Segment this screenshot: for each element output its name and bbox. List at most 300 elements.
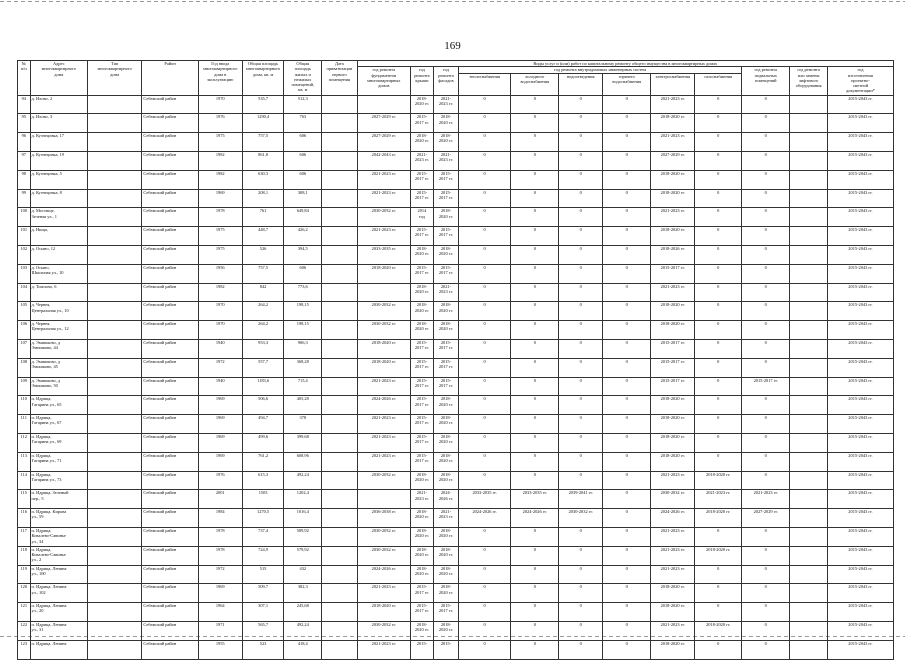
table-row bbox=[18, 283, 894, 302]
cell-documentation: 2015-2043 гг. bbox=[827, 471, 893, 490]
cell-gas: 2018-2020 гг. bbox=[695, 546, 742, 565]
cell-foundation: 2018-2020 гг. bbox=[357, 339, 410, 358]
cell-sewer: 0 bbox=[559, 245, 603, 264]
cell-documentation: 2015-2043 гг. bbox=[827, 189, 893, 208]
cell-area-total: 307,1 bbox=[242, 603, 284, 622]
cell-lift bbox=[790, 245, 828, 264]
cell-roof: 2015- 2017 гг. bbox=[410, 339, 433, 358]
cell-gas: 0 bbox=[695, 302, 742, 321]
cell-address: п. Идрица, Ленина bbox=[30, 640, 87, 659]
cell-heat: 0 bbox=[459, 640, 511, 659]
cell-foundation: 2033-2035 гг. bbox=[357, 245, 410, 264]
cell-heat: 0 bbox=[459, 433, 511, 452]
cell-no: 97 bbox=[18, 151, 31, 170]
page-number: 169 bbox=[444, 40, 461, 52]
cell-year: 1969 bbox=[198, 452, 242, 471]
cell-electricity: 2021-2023 гг. bbox=[651, 527, 695, 546]
cell-roof: 2018- 2020 гг. bbox=[410, 321, 433, 340]
cell-privat-date bbox=[322, 640, 358, 659]
cell-sewer: 0 bbox=[559, 151, 603, 170]
cell-area-res: 432 bbox=[284, 565, 322, 584]
cell-year: 2001 bbox=[198, 490, 242, 509]
cell-roof: 2018- 2020 гг. bbox=[410, 509, 433, 528]
cell-lift bbox=[790, 358, 828, 377]
cell-basement: 0 bbox=[742, 471, 790, 490]
cell-type bbox=[88, 189, 142, 208]
cell-address: п. Идрица, Гагарина ул., 69 bbox=[30, 433, 87, 452]
table-row bbox=[18, 358, 894, 377]
cell-hot-water: 0 bbox=[603, 603, 651, 622]
cell-privat-date bbox=[322, 170, 358, 189]
cell-area-res: 198,15 bbox=[284, 321, 322, 340]
cell-facade: 2018- 2020 гг. bbox=[433, 208, 458, 227]
cell-no: 98 bbox=[18, 170, 31, 189]
cell-type bbox=[88, 114, 142, 133]
cell-no: 104 bbox=[18, 283, 31, 302]
cell-address: п. Идрица, Ленина ул., 31 bbox=[30, 621, 87, 640]
cell-address: п. Идрица, Кирова ул., 59 bbox=[30, 509, 87, 528]
cell-foundation: 2024-2026 гг. bbox=[357, 396, 410, 415]
cell-electricity: 2021-2023 гг. bbox=[651, 208, 695, 227]
cell-area-total: 861,8 bbox=[242, 151, 284, 170]
cell-type bbox=[88, 377, 142, 396]
cell-gas: 0 bbox=[695, 603, 742, 622]
cell-no: 94 bbox=[18, 95, 31, 114]
cell-foundation: 2021-2023 гг. bbox=[357, 227, 410, 246]
cell-gas: 2021-2023 гг. bbox=[695, 490, 742, 509]
cell-documentation: 2015-2043 гг. bbox=[827, 339, 893, 358]
cell-privat-date bbox=[322, 433, 358, 452]
cell-district: Себежский район bbox=[142, 114, 198, 133]
cell-hot-water: 0 bbox=[603, 415, 651, 434]
cell-hot-water: 0 bbox=[603, 245, 651, 264]
cell-foundation: 2021-2023 гг. bbox=[357, 170, 410, 189]
cell-heat: 0 bbox=[459, 471, 511, 490]
cell-hot-water: 0 bbox=[603, 339, 651, 358]
cell-electricity: 2021-2023 гг. bbox=[651, 95, 695, 114]
cell-no: 108 bbox=[18, 358, 31, 377]
cell-hot-water: 0 bbox=[603, 302, 651, 321]
cell-gas: 0 bbox=[695, 245, 742, 264]
cell-documentation: 2015-2043 гг. bbox=[827, 584, 893, 603]
cell-area-total: 515 bbox=[242, 565, 284, 584]
cell-hot-water: 0 bbox=[603, 640, 651, 659]
cell-area-res: 382,3 bbox=[284, 584, 322, 603]
cell-lift bbox=[790, 227, 828, 246]
cell-cold-water: 0 bbox=[511, 283, 559, 302]
cell-documentation: 2015-2043 гг. bbox=[827, 396, 893, 415]
cell-district: Себежский район bbox=[142, 227, 198, 246]
col-header-works-group: Виды услуг и (или) работ по капитальному ремонту общего имущества в многоквартирных домах bbox=[357, 61, 893, 67]
cell-district: Себежский район bbox=[142, 189, 198, 208]
table-row bbox=[18, 321, 894, 340]
cell-facade: 2021- 2023 гг. bbox=[433, 509, 458, 528]
cell-address: д. Кузнецовка, 5 bbox=[30, 170, 87, 189]
col-header-area-res: Общая площадь жилых и нежилых помещений, кв. м bbox=[284, 61, 322, 96]
cell-area-res: 426,2 bbox=[284, 227, 322, 246]
cell-year: 1976 bbox=[198, 114, 242, 133]
capital-repair-table bbox=[17, 60, 894, 660]
cell-address: д. Эмишково, д Эмишково, 45 bbox=[30, 358, 87, 377]
cell-heat: 0 bbox=[459, 133, 511, 152]
cell-hot-water: 0 bbox=[603, 452, 651, 471]
cell-lift bbox=[790, 114, 828, 133]
cell-hot-water: 0 bbox=[603, 490, 651, 509]
cell-electricity: 2018-2020 гг. bbox=[651, 452, 695, 471]
cell-basement: 0 bbox=[742, 170, 790, 189]
cell-cold-water: 0 bbox=[511, 527, 559, 546]
cell-sewer: 0 bbox=[559, 603, 603, 622]
cell-lift bbox=[790, 339, 828, 358]
cell-cold-water: 0 bbox=[511, 227, 559, 246]
cell-area-total: 615,3 bbox=[242, 471, 284, 490]
cell-basement: 0 bbox=[742, 264, 790, 283]
cell-gas: 2018-2020 гг. bbox=[695, 509, 742, 528]
cell-type bbox=[88, 396, 142, 415]
table-row bbox=[18, 133, 894, 152]
cell-heat: 0 bbox=[459, 208, 511, 227]
cell-heat: 0 bbox=[459, 584, 511, 603]
cell-heat: 0 bbox=[459, 245, 511, 264]
cell-privat-date bbox=[322, 189, 358, 208]
cell-sewer: 2030-2032 гг. bbox=[559, 509, 603, 528]
cell-district: Себежский район bbox=[142, 527, 198, 546]
cell-cold-water: 0 bbox=[511, 377, 559, 396]
cell-foundation: 2036-2038 гг. bbox=[357, 509, 410, 528]
cell-facade: 2018- 2020 гг. bbox=[433, 415, 458, 434]
cell-privat-date bbox=[322, 471, 358, 490]
cell-lift bbox=[790, 189, 828, 208]
cell-lift bbox=[790, 452, 828, 471]
table-row bbox=[18, 490, 894, 509]
cell-lift bbox=[790, 546, 828, 565]
cell-roof: 2018- 2020 гг. bbox=[410, 245, 433, 264]
cell-gas: 0 bbox=[695, 377, 742, 396]
cell-basement: 2021-2023 гг. bbox=[742, 490, 790, 509]
cell-electricity: 2018-2020 гг. bbox=[651, 227, 695, 246]
cell-lift bbox=[790, 471, 828, 490]
cell-roof: 2018- 2020 гг. bbox=[410, 133, 433, 152]
cell-foundation: 2021-2023 гг. bbox=[357, 452, 410, 471]
cell-district: Себежский район bbox=[142, 471, 198, 490]
cell-district: Себежский район bbox=[142, 302, 198, 321]
cell-no: 100 bbox=[18, 208, 31, 227]
cell-foundation: 2030-2032 гг. bbox=[357, 527, 410, 546]
cell-no: 122 bbox=[18, 621, 31, 640]
cell-district: Себежский район bbox=[142, 603, 198, 622]
cell-hot-water: 0 bbox=[603, 584, 651, 603]
cell-privat-date bbox=[322, 415, 358, 434]
cell-sewer: 0 bbox=[559, 377, 603, 396]
cell-address: д. Мостище, Зеленая ул., 1 bbox=[30, 208, 87, 227]
cell-foundation: 2021-2023 гг. bbox=[357, 584, 410, 603]
cell-district: Себежский район bbox=[142, 396, 198, 415]
cell-district: Себежский район bbox=[142, 245, 198, 264]
cell-sewer: 0 bbox=[559, 358, 603, 377]
cell-roof: 2018- 2020 гг. bbox=[410, 471, 433, 490]
cell-no: 121 bbox=[18, 603, 31, 622]
cell-type bbox=[88, 95, 142, 114]
cell-district: Себежский район bbox=[142, 339, 198, 358]
cell-year: 1970 bbox=[198, 95, 242, 114]
cell-year: 1978 bbox=[198, 527, 242, 546]
cell-no: 102 bbox=[18, 245, 31, 264]
cell-cold-water: 0 bbox=[511, 584, 559, 603]
table-body bbox=[18, 95, 894, 659]
cell-area-total: 1183,6 bbox=[242, 377, 284, 396]
cell-documentation: 2015-2043 гг. bbox=[827, 415, 893, 434]
cell-area-res: 399,68 bbox=[284, 433, 322, 452]
cell-privat-date bbox=[322, 490, 358, 509]
cell-facade: 2015- bbox=[433, 640, 458, 659]
cell-privat-date bbox=[322, 621, 358, 640]
cell-basement: 0 bbox=[742, 227, 790, 246]
cell-facade: 2024- 2026 гг. bbox=[433, 490, 458, 509]
cell-no: 120 bbox=[18, 584, 31, 603]
cell-address: д. Чернея, Центральная ул., 12 bbox=[30, 321, 87, 340]
cell-address: п. Идрица, Гагарина ул., 73 bbox=[30, 471, 87, 490]
cell-cold-water: 0 bbox=[511, 546, 559, 565]
cell-cold-water: 0 bbox=[511, 471, 559, 490]
cell-area-res: 1202,4 bbox=[284, 490, 322, 509]
cell-year: 1956 bbox=[198, 264, 242, 283]
cell-area-total: 737,4 bbox=[242, 527, 284, 546]
cell-electricity: 2030-2032 гг. bbox=[651, 490, 695, 509]
cell-electricity: 2021-2023 гг. bbox=[651, 621, 695, 640]
cell-gas: 0 bbox=[695, 189, 742, 208]
cell-type bbox=[88, 471, 142, 490]
cell-roof: 2015- 2017 гг. bbox=[410, 603, 433, 622]
cell-facade: 2021- 2023 гг. bbox=[433, 95, 458, 114]
table-row bbox=[18, 565, 894, 584]
cell-privat-date bbox=[322, 377, 358, 396]
cell-heat: 0 bbox=[459, 527, 511, 546]
cell-hot-water: 0 bbox=[603, 95, 651, 114]
table-row bbox=[18, 264, 894, 283]
cell-facade: 2018- 2020 гг. bbox=[433, 433, 458, 452]
cell-no: 111 bbox=[18, 415, 31, 434]
cell-roof: 2021- 2023 гг. bbox=[410, 490, 433, 509]
cell-sewer: 0 bbox=[559, 527, 603, 546]
cell-heat: 0 bbox=[459, 396, 511, 415]
cell-foundation: 2018-2020 гг. bbox=[357, 603, 410, 622]
cell-hot-water: 0 bbox=[603, 377, 651, 396]
cell-area-res: 906,3 bbox=[284, 339, 322, 358]
cell-facade: 2018- 2020 гг. bbox=[433, 565, 458, 584]
cell-type bbox=[88, 283, 142, 302]
cell-lift bbox=[790, 302, 828, 321]
cell-sewer: 0 bbox=[559, 433, 603, 452]
cell-basement: 2027-2029 гг. bbox=[742, 509, 790, 528]
cell-no: 95 bbox=[18, 114, 31, 133]
cell-cold-water: 0 bbox=[511, 452, 559, 471]
cell-facade: 2018- 2020 гг. bbox=[433, 245, 458, 264]
cell-electricity: 2018-2020 гг. bbox=[651, 114, 695, 133]
cell-type bbox=[88, 133, 142, 152]
cell-heat: 0 bbox=[459, 377, 511, 396]
table-row bbox=[18, 640, 894, 659]
cell-address: д. Илово, 3 bbox=[30, 114, 87, 133]
cell-area-total: 1503 bbox=[242, 490, 284, 509]
cell-basement: 0 bbox=[742, 95, 790, 114]
cell-area-res: 492,24 bbox=[284, 471, 322, 490]
cell-privat-date bbox=[322, 584, 358, 603]
cell-documentation: 2015-2043 гг. bbox=[827, 133, 893, 152]
cell-electricity: 2021-2023 гг. bbox=[651, 471, 695, 490]
cell-roof: 2018- 2020 гг. bbox=[410, 283, 433, 302]
cell-type bbox=[88, 640, 142, 659]
cell-year: 1955 bbox=[198, 640, 242, 659]
cell-gas: 0 bbox=[695, 396, 742, 415]
cell-hot-water: 0 bbox=[603, 133, 651, 152]
cell-district: Себежский район bbox=[142, 546, 198, 565]
cell-cold-water: 0 bbox=[511, 302, 559, 321]
cell-privat-date bbox=[322, 452, 358, 471]
col-header-privat-date: Дата приватизации первого помещения bbox=[322, 61, 358, 96]
cell-gas: 0 bbox=[695, 133, 742, 152]
col-header-systems-group: год ремонта внутридомовых инженерных систем bbox=[459, 67, 742, 73]
cell-address: д. Кузнецовка, 8 bbox=[30, 189, 87, 208]
cell-area-res: 245,68 bbox=[284, 603, 322, 622]
cell-area-res: 394,5 bbox=[284, 245, 322, 264]
cell-documentation: 2015-2043 гг. bbox=[827, 283, 893, 302]
cell-district: Себежский район bbox=[142, 490, 198, 509]
cell-documentation: 2015-2043 гг. bbox=[827, 321, 893, 340]
cell-area-res: 1016,4 bbox=[284, 509, 322, 528]
cell-type bbox=[88, 415, 142, 434]
cell-foundation bbox=[357, 95, 410, 114]
cell-year: 1975 bbox=[198, 227, 242, 246]
cell-lift bbox=[790, 603, 828, 622]
cell-type bbox=[88, 452, 142, 471]
cell-cold-water: 0 bbox=[511, 208, 559, 227]
cell-cold-water: 0 bbox=[511, 433, 559, 452]
cell-electricity: 2021-2023 гг. bbox=[651, 546, 695, 565]
cell-roof: 2018- 2020 гг. bbox=[410, 621, 433, 640]
cell-basement: 0 bbox=[742, 546, 790, 565]
cell-documentation: 2015-2043 гг. bbox=[827, 433, 893, 452]
cell-roof: 2015- 2017 гг. bbox=[410, 170, 433, 189]
cell-area-total: 494,7 bbox=[242, 415, 284, 434]
cell-privat-date bbox=[322, 565, 358, 584]
cell-foundation: 2042-2043 гг. bbox=[357, 151, 410, 170]
cell-district: Себежский район bbox=[142, 95, 198, 114]
cell-foundation: 2024-2026 гг. bbox=[357, 565, 410, 584]
cell-year: 1969 bbox=[198, 396, 242, 415]
cell-area-total: 565,7 bbox=[242, 621, 284, 640]
cell-area-res: 512,3 bbox=[284, 95, 322, 114]
cell-area-res: 198,15 bbox=[284, 302, 322, 321]
cell-electricity: 2024-2026 гг. bbox=[651, 509, 695, 528]
cell-year: 1982 bbox=[198, 170, 242, 189]
cell-basement: 0 bbox=[742, 339, 790, 358]
cell-basement: 0 bbox=[742, 133, 790, 152]
cell-sewer: 0 bbox=[559, 415, 603, 434]
cell-hot-water: 0 bbox=[603, 433, 651, 452]
cell-foundation: 2021-2023 гг. bbox=[357, 377, 410, 396]
cell-address: п. Идрица, Гагарина ул., 71 bbox=[30, 452, 87, 471]
cell-area-res: 368,28 bbox=[284, 358, 322, 377]
cell-electricity: 2015-2017 гг. bbox=[651, 377, 695, 396]
cell-sewer: 0 bbox=[559, 264, 603, 283]
col-header-type: Тип многоквартирного дома bbox=[88, 61, 142, 96]
cell-heat: 0 bbox=[459, 452, 511, 471]
cell-documentation: 2015-2043 гг. bbox=[827, 170, 893, 189]
cell-roof: 2018- 2020 гг. bbox=[410, 95, 433, 114]
table-row bbox=[18, 245, 894, 264]
cell-area-total: 535,7 bbox=[242, 95, 284, 114]
cell-area-total: 523 bbox=[242, 640, 284, 659]
cell-facade: 2015- 2017 гг. bbox=[433, 339, 458, 358]
col-header-documentation: год изготовления проектно- сметной документации* bbox=[827, 67, 893, 95]
cell-sewer: 0 bbox=[559, 208, 603, 227]
cell-hot-water: 0 bbox=[603, 527, 651, 546]
cell-lift bbox=[790, 151, 828, 170]
table-row bbox=[18, 584, 894, 603]
cell-lift bbox=[790, 415, 828, 434]
col-header-hot-water: горячего водоснабжения bbox=[603, 73, 651, 95]
cell-facade: 2015- 2017 гг. bbox=[433, 358, 458, 377]
cell-address: д. Нища, bbox=[30, 227, 87, 246]
cell-privat-date bbox=[322, 546, 358, 565]
cell-cold-water: 0 bbox=[511, 621, 559, 640]
cell-year: 1940 bbox=[198, 377, 242, 396]
table-row bbox=[18, 471, 894, 490]
cell-facade: 2018- 2020 гг. bbox=[433, 321, 458, 340]
cell-documentation: 2015-2043 гг. bbox=[827, 302, 893, 321]
cell-basement: 0 bbox=[742, 640, 790, 659]
cell-gas: 0 bbox=[695, 151, 742, 170]
cell-electricity: 2018-2020 гг. bbox=[651, 603, 695, 622]
cell-facade: 2021- 2023 гг. bbox=[433, 283, 458, 302]
cell-address: п. Идрица, Ковалево-Савинье ул., 2 bbox=[30, 546, 87, 565]
cell-sewer: 2039-2041 гг. bbox=[559, 490, 603, 509]
cell-cold-water: 0 bbox=[511, 603, 559, 622]
cell-sewer: 0 bbox=[559, 584, 603, 603]
cell-district: Себежский район bbox=[142, 283, 198, 302]
cell-lift bbox=[790, 321, 828, 340]
cell-heat: 0 bbox=[459, 415, 511, 434]
cell-address: д. Эмишково, д Эмишково, 44 bbox=[30, 339, 87, 358]
cell-area-total: 208,1 bbox=[242, 189, 284, 208]
table-row bbox=[18, 95, 894, 114]
cell-cold-water: 0 bbox=[511, 245, 559, 264]
col-header-basement: год ремонта подвальных помещений bbox=[742, 67, 790, 95]
cell-area-res: 649,84 bbox=[284, 208, 322, 227]
cell-basement: 0 bbox=[742, 527, 790, 546]
cell-cold-water: 0 bbox=[511, 264, 559, 283]
cell-heat: 0 bbox=[459, 321, 511, 340]
cell-privat-date bbox=[322, 227, 358, 246]
cell-roof: 2018- 2020 гг. bbox=[410, 302, 433, 321]
cell-cold-water: 0 bbox=[511, 358, 559, 377]
cell-area-res: 606 bbox=[284, 264, 322, 283]
cell-hot-water: 0 bbox=[603, 396, 651, 415]
cell-roof: 2015- 2017 гг. bbox=[410, 227, 433, 246]
cell-gas: 0 bbox=[695, 283, 742, 302]
table-row bbox=[18, 433, 894, 452]
cell-hot-water: 0 bbox=[603, 170, 651, 189]
cell-area-total: 509,7 bbox=[242, 584, 284, 603]
cell-district: Себежский район bbox=[142, 377, 198, 396]
cell-documentation: 2015-2043 гг. bbox=[827, 95, 893, 114]
cell-address: п. Идрица, Гагарина ул., 65 bbox=[30, 396, 87, 415]
cell-address: д. Кузнецовка, 19 bbox=[30, 151, 87, 170]
cell-lift bbox=[790, 433, 828, 452]
cell-district: Себежский район bbox=[142, 433, 198, 452]
cell-lift bbox=[790, 584, 828, 603]
cell-no: 103 bbox=[18, 264, 31, 283]
